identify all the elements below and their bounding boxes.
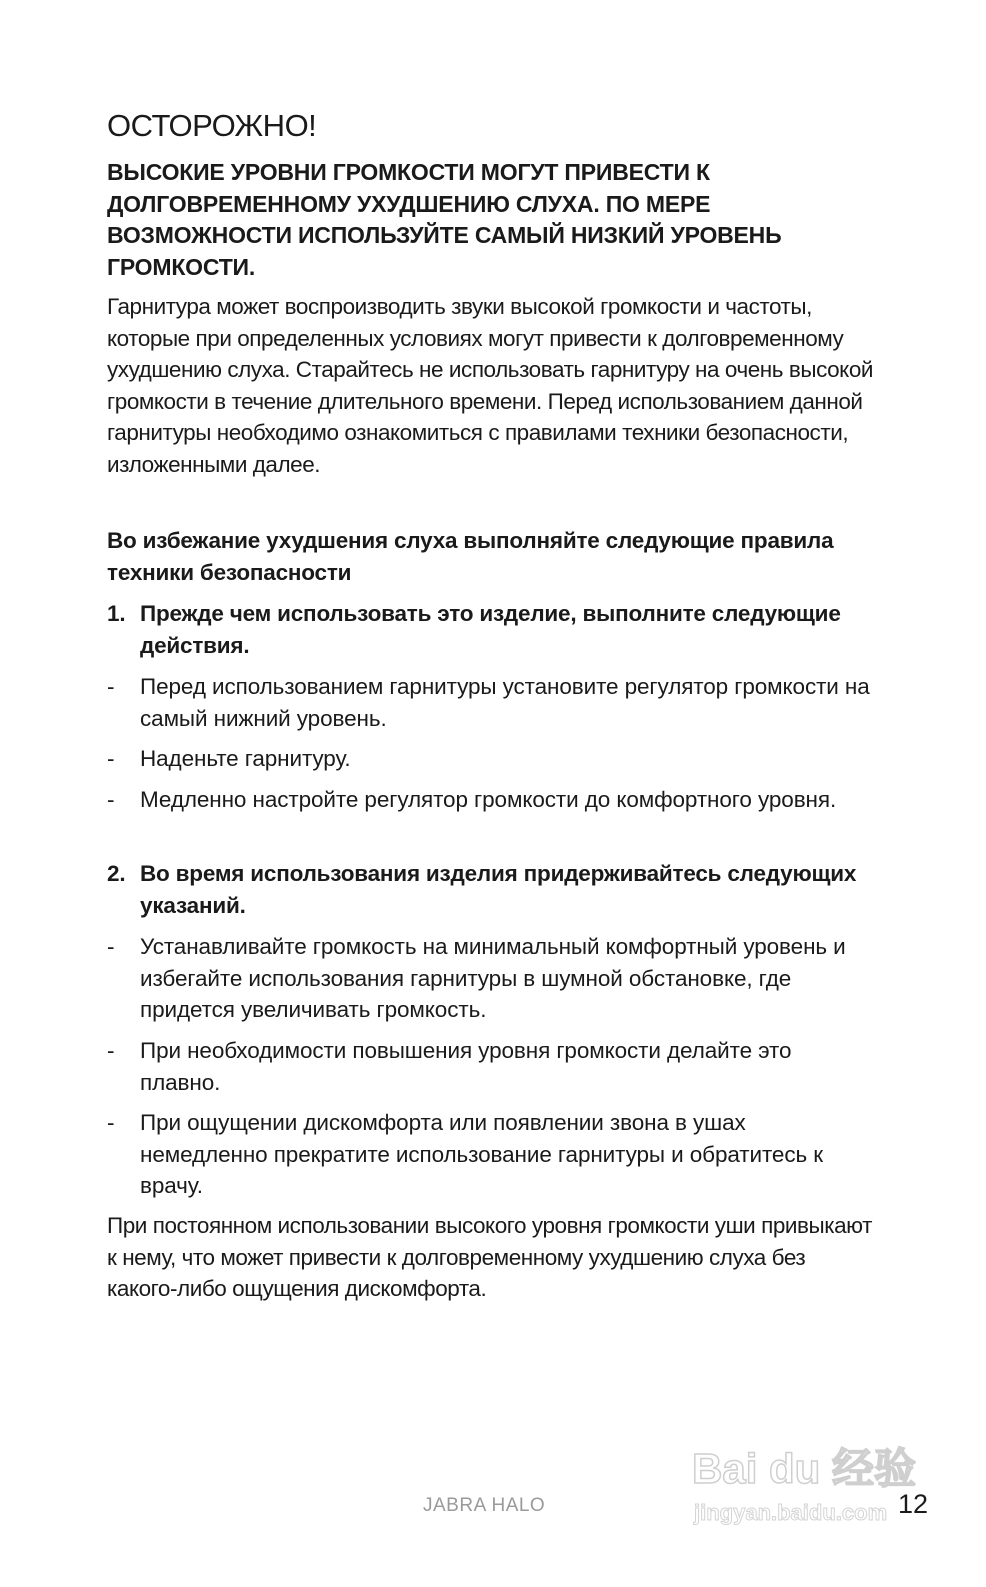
footer-brand: JABRA HALO xyxy=(423,1495,546,1516)
bullet-dash: - xyxy=(107,1110,115,1135)
list-item xyxy=(107,931,877,1026)
intro-paragraph: Гарнитура может воспроизводить звуки высокой громкости и частоты, которые при определенных условиях могут привести к долговременному ухудшению слуха. Старайтесь не использовать гарнитуру на очень высокой громкости в течение длительного времени. Перед использованием данной гарнитуры необходимо ознакомиться с правилами техники безопасности, изложенными далее. xyxy=(107,294,874,477)
list-item-text: Устанавливайте громкость на минимальный комфортный уровень и избегайте использования гарнитуры в шумной обстановке, где придется увеличивать громкость. xyxy=(140,934,846,1022)
step-title-text: Прежде чем использовать это изделие, выполните следующие действия. xyxy=(140,601,841,658)
list-item xyxy=(107,1107,877,1202)
list-item-text: Медленно настройте регулятор громкости до комфортного уровня. xyxy=(140,787,837,812)
closing-paragraph: При постоянном использовании высокого уровня громкости уши привыкают к нему, что может привести к долговременному ухудшению слуха без какого-либо ощущения дискомфорта. xyxy=(107,1213,872,1301)
list-item xyxy=(107,743,877,775)
bullet-dash: - xyxy=(107,674,115,699)
bullet-dash: - xyxy=(107,934,115,959)
list-item xyxy=(107,671,877,734)
bullet-dash: - xyxy=(107,746,115,771)
list-item-text: При необходимости повышения уровня громкости делайте это плавно. xyxy=(140,1038,792,1095)
list-item-text: При ощущении дискомфорта или появлении звона в ушах немедленно прекратите использование гарнитуры и обратитесь к врачу. xyxy=(140,1110,823,1198)
step-1-title xyxy=(107,598,877,661)
watermark-logo: Bai du 经验 xyxy=(692,1445,917,1492)
list-item-text: Наденьте гарнитуру. xyxy=(140,746,351,771)
list-item-text: Перед использованием гарнитуры установите регулятор громкости на самый нижний уровень. xyxy=(140,674,870,731)
list-item xyxy=(107,1035,877,1098)
safety-rules-subheading: Во избежание ухудшения слуха выполняйте следующие правила техники безопасности xyxy=(107,528,834,585)
step-number: 2. xyxy=(107,861,126,886)
list-item xyxy=(107,784,877,816)
step-number: 1. xyxy=(107,601,126,626)
caution-heading: ОСТОРОЖНО! xyxy=(107,108,317,143)
bullet-dash: - xyxy=(107,787,115,812)
page-number: 12 xyxy=(898,1489,929,1519)
warning-text: ВЫСОКИЕ УРОВНИ ГРОМКОСТИ МОГУТ ПРИВЕСТИ К ДОЛГОВРЕМЕННОМУ УХУДШЕНИЮ СЛУХА. ПО МЕРЕ ВОЗМОЖНОСТИ ИСПОЛЬЗУЙТЕ САМЫЙ НИЗКИЙ УРОВЕНЬ ГРОМКОСТИ. xyxy=(107,159,782,280)
watermark-url: jingyan.baidu.com xyxy=(694,1500,888,1525)
step-title-text: Во время использования изделия придерживайтесь следующих указаний. xyxy=(140,861,857,918)
step-2-title xyxy=(107,858,877,921)
baidu-watermark xyxy=(692,1408,932,1538)
bullet-dash: - xyxy=(107,1038,115,1063)
